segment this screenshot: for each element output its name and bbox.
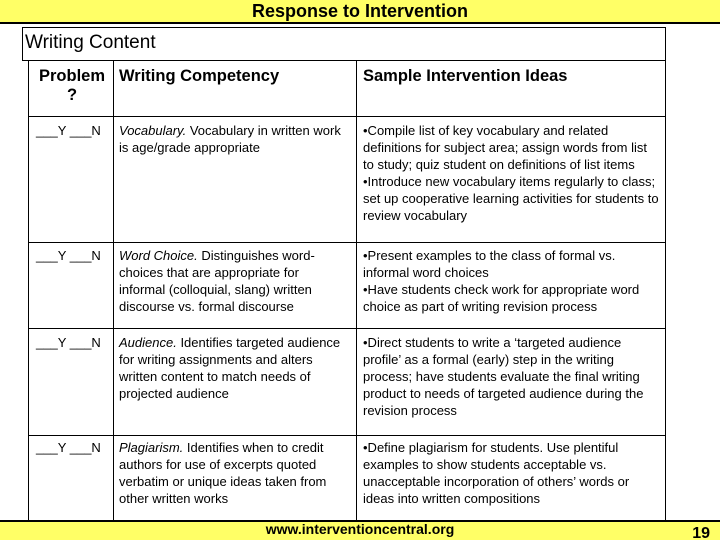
competency-cell xyxy=(119,122,343,156)
problem-check[interactable]: ___Y ___N xyxy=(36,440,101,455)
competency-term: Vocabulary. xyxy=(119,123,187,138)
page-title: Response to Intervention xyxy=(251,1,469,21)
competency-desc: Identifies targeted audience for writing assignments and alters written content to match needs of projected audience xyxy=(119,335,341,401)
row-divider xyxy=(28,116,666,117)
competency-term: Plagiarism. xyxy=(119,440,184,455)
problem-check[interactable]: ___Y ___N xyxy=(36,123,101,138)
table-divider-2 xyxy=(356,60,357,520)
competency-desc: Distinguishes word-choices that are appropriate for informal (colloquial, slang) written discourse vs. formal discourse xyxy=(119,248,315,314)
header-problem-line2: ? xyxy=(66,86,78,104)
footer-url[interactable]: www.interventioncentral.org xyxy=(265,521,455,537)
competency-cell xyxy=(119,439,343,507)
header-competency: Writing Competency xyxy=(119,67,280,85)
table-border-left xyxy=(28,60,29,520)
header-problem-line1: Problem xyxy=(38,67,106,85)
intervention-ideas: •Present examples to the class of formal vs. informal word choices •Have students check work for appropriate word choice as part of writing revision process xyxy=(363,248,640,314)
intervention-table xyxy=(28,60,666,520)
section-title: Writing Content xyxy=(22,27,666,61)
competency-term: Audience. xyxy=(119,335,177,350)
problem-check[interactable]: ___Y ___N xyxy=(36,248,101,263)
page-title-banner xyxy=(0,0,720,24)
intervention-ideas: •Compile list of key vocabulary and related definitions for subject area; assign words from list to study; quiz student on definitions of list items •Introduce new vocabulary items regularly to class; set up cooperative learning activities for students to review vocabulary xyxy=(363,123,659,223)
header-problem xyxy=(34,67,110,105)
competency-term: Word Choice. xyxy=(119,248,198,263)
row-divider xyxy=(28,242,666,243)
table-border-right xyxy=(665,60,666,520)
table-divider-1 xyxy=(113,60,114,520)
competency-desc: Vocabulary in written work is age/grade appropriate xyxy=(119,123,341,155)
row-divider xyxy=(28,435,666,436)
page-number: 19 xyxy=(692,525,710,542)
intervention-ideas: •Define plagiarism for students. Use plentiful examples to show students acceptable vs. unacceptable incorporation of others’ words or ideas into written compositions xyxy=(363,440,630,506)
problem-check[interactable]: ___Y ___N xyxy=(36,335,101,350)
competency-cell xyxy=(119,334,343,402)
header-ideas: Sample Intervention Ideas xyxy=(363,67,568,85)
competency-cell xyxy=(119,247,343,315)
intervention-ideas: •Direct students to write a ‘targeted audience profile’ as a formal (early) step in the writing process; have students evaluate the final writing product to needs of targeted audience during the revision process xyxy=(363,335,644,418)
row-divider xyxy=(28,328,666,329)
competency-desc: Identifies when to credit authors for use of excerpts quoted verbatim or unique ideas taken from other written works xyxy=(119,440,327,506)
